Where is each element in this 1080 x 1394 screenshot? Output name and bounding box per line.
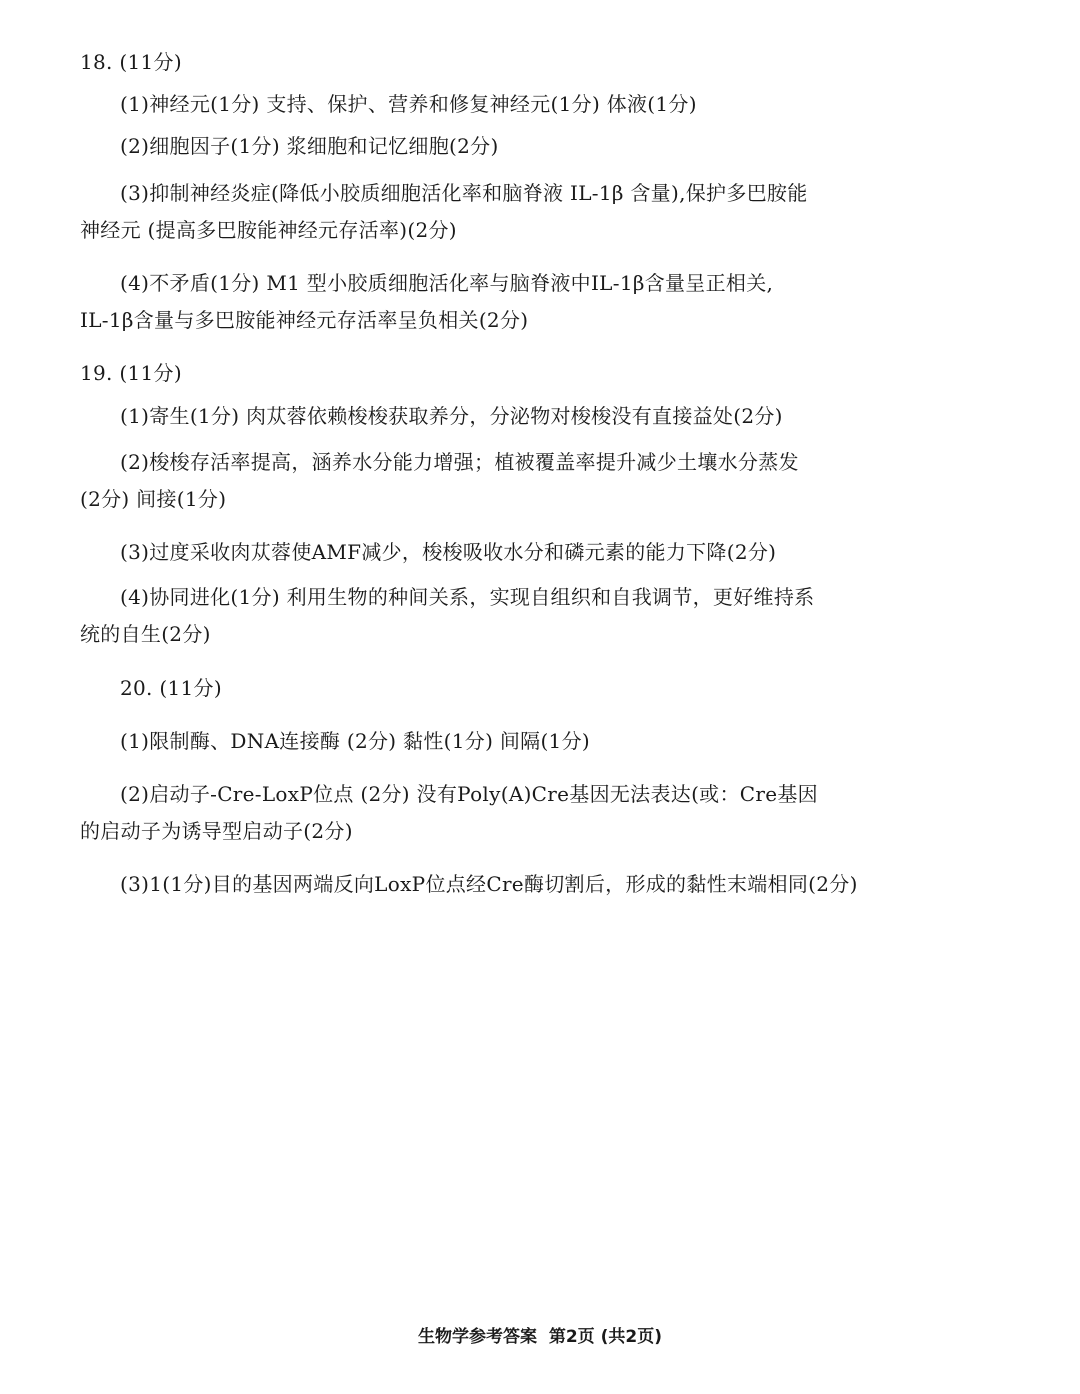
q18-part2: (2)细胞因子(1分) 浆细胞和记忆细胞(2分) bbox=[120, 134, 499, 158]
q19-part2: (2)梭梭存活率提高，涵养水分能力增强；植被覆盖率提升减少土壤水分蒸发 bbox=[120, 450, 799, 474]
q19-part3: (3)过度采收肉苁蓉使AMF减少，梭梭吸收水分和磷元素的能力下降(2分) bbox=[120, 540, 777, 564]
q20-part2-cont: 的启动子为诱导型启动子(2分) bbox=[80, 819, 353, 843]
q20-part2: (2)启动子-Cre-LoxP位点 (2分) 没有Poly(A)Cre基因无法表达(或：Cre基因 bbox=[120, 782, 818, 806]
q20-part1: (1)限制酶、DNA连接酶 (2分) 黏性(1分) 间隔(1分) bbox=[120, 729, 590, 753]
page-footer: 生物学参考答案 第2页 (共2页) bbox=[418, 1327, 662, 1347]
q18-part1: (1)神经元(1分) 支持、保护、营养和修复神经元(1分) 体液(1分) bbox=[120, 92, 697, 116]
q19-part4-cont: 统的自生(2分) bbox=[80, 622, 211, 646]
q19-part2-cont: (2分) 间接(1分) bbox=[80, 487, 227, 511]
q18-part4: (4)不矛盾(1分) M1 型小胶质细胞活化率与脑脊液中IL-1β含量呈正相关, bbox=[120, 271, 774, 295]
q20-heading: 20. (11分) bbox=[120, 676, 222, 700]
q19-part4: (4)协同进化(1分) 利用生物的种间关系，实现自组织和自我调节，更好维持系 bbox=[120, 585, 815, 609]
q19-part1: (1)寄生(1分) 肉苁蓉依赖梭梭获取养分，分泌物对梭梭没有直接益处(2分) bbox=[120, 404, 783, 428]
q18-part3: (3)抑制神经炎症(降低小胶质细胞活化率和脑脊液 IL-1β 含量),保护多巴胺能 bbox=[120, 181, 808, 205]
q18-part4-cont: IL-1β含量与多巴胺能神经元存活率呈负相关(2分) bbox=[80, 308, 529, 332]
q18-heading: 18. (11分) bbox=[80, 50, 182, 74]
q18-part3-cont: 神经元 (提高多巴胺能神经元存活率)(2分) bbox=[80, 218, 457, 242]
q19-heading: 19. (11分) bbox=[80, 361, 182, 385]
q20-part3: (3)1(1分)目的基因两端反向LoxP位点经Cre酶切割后，形成的黏性末端相同(2分) bbox=[120, 872, 858, 896]
